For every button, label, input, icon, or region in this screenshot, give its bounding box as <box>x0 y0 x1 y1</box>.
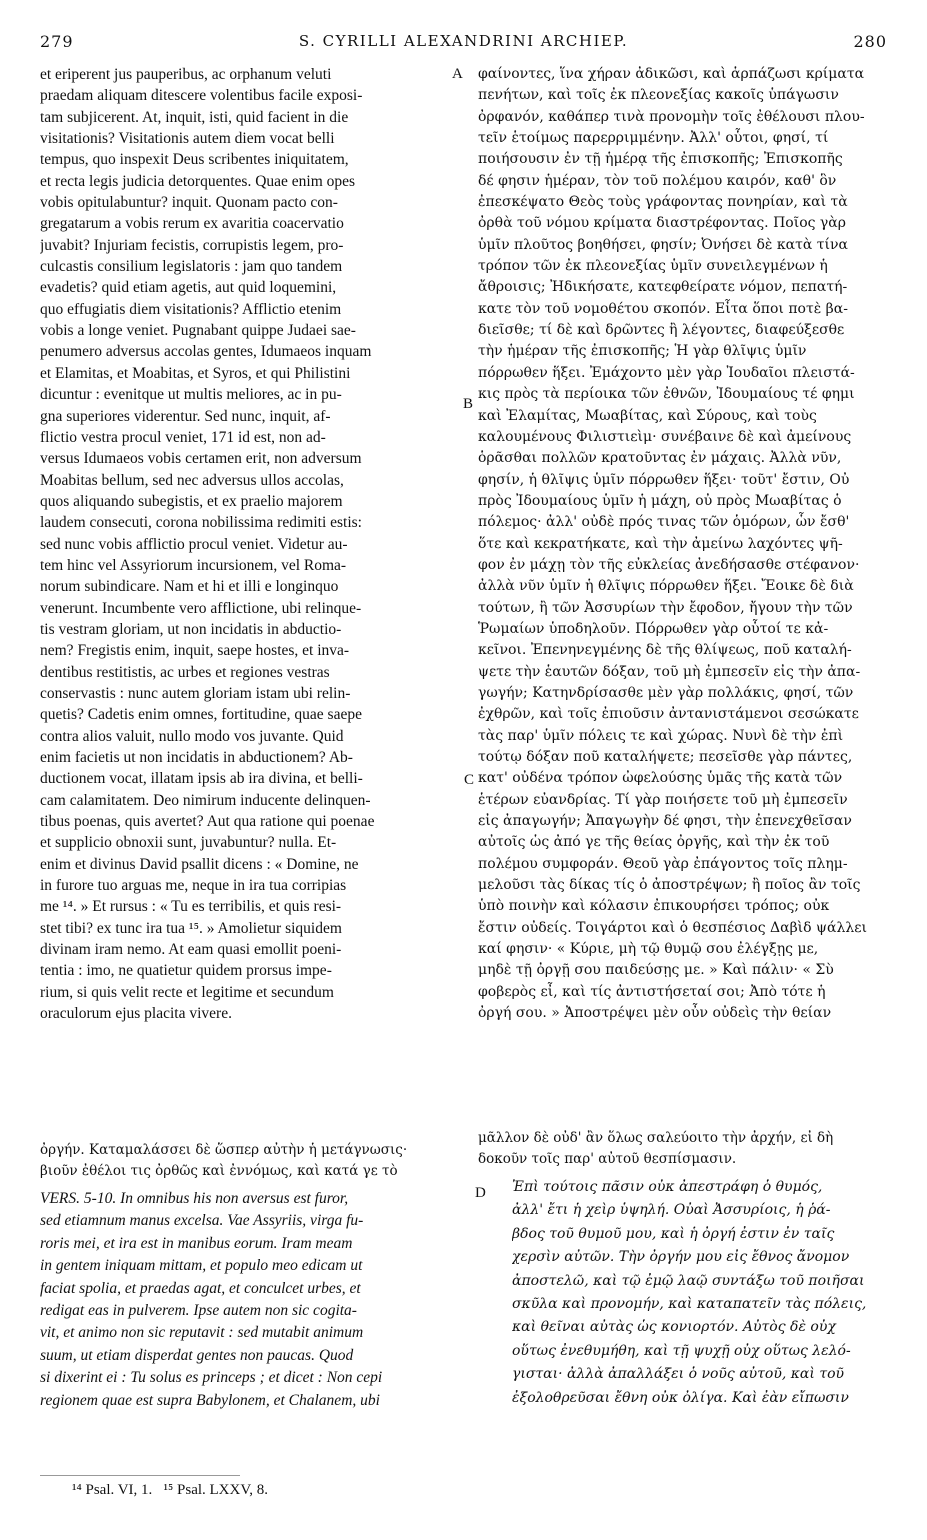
greek-continuation-left: ὀργήν. Καταμαλάσσει δὲ ὥσπερ αὐτὴν ἡ μετάγνωσις· βιοῦν ἐθέλοι τις ὀρθῶς καὶ ἐννόμως, καὶ κατά γε τὸ <box>40 1142 408 1179</box>
margin-marker-b: B <box>463 396 474 412</box>
latin-column-text: et eriperent jus pauperibus, ac orphanum veluti praedam aliquam ditescere volentibus facile exposi- tam subjicerent. At, inquit, isti, quid facient in die visitationis? Visitationis autem diem vocat belli tempus, quo inspexit Deus scribentes iniquitatem, et recta legis judicia detorquentes. Quae enim opes vobis opitulabuntur? inquit. Quonam pacto con- gregatarum a vobis rerum ex avaritia coacervatio juvabit? Injuriam fecistis, corrupistis legem, pro- culcastis consilium legislatoris : jam quo tandem evadetis? quid etiam agetis, aut quid loquemini, quo effugiatis diem visitationis? Afflictio etenim vobis a longe veniet. Pugnabant quippe Judaei sae- penumero adversus accolas gentes, Idumaeos inquam et Elamitas, et Moabitas, et Syros, et qui Philistini dicuntur : evenitque ut multis meliores, ac in pu- gna superiores viderentur. Sed nunc, inquit, af- flictio vestra procul veniet, 171 id est, non ad- versus Idumaeos vobis certamen erit, non adversum Moabitas bellum, sed nec adversus ullos accolas, quos aliquando subegistis, et ex praelio majorem laudem consecuti, corona nobilissima redimiti estis: sed nunc vobis afflictio procul veniet. Videtur au- tem hinc vel Assyriorum incursionem, vel Roma- norum subindicare. Nam et hi et illi e longinquo venerunt. Incumbente vero afflictione, ubi relinque- tis vestram gloriam, ut non incidatis in abductio- nem? Fregistis enim, inquit, saepe hostes, et inva- dentibus restitistis, ac urbes et regiones vestras conservastis : nunc autem gloriam istam ubi relin- quetis? Cadetis enim omnes, fortitudine, quae saepe contra alios valuit, nullo modo vos juvante. Quid enim facietis ut non incidatis in abductionem? Ab- ductionem vocat, illatam ipsis ab ira divina, et belli- cam calamitatem. Deo nimirum inducente delinquen- tibus poenas, quis avertet? Aut qua ratione qui poenae et supplicio obnoxii sunt, juvabuntur? nulla. Et- enim et divinus David psallit dicens : « Domine, ne in furore tuo arguas me, neque in ira tua corripias me ¹⁴. » Et rursus : « Tu es terribilis, et quis resi- stet tibi? ex tunc ira tua ¹⁵. » Amolietur siquidem divinam iram nemo. At eam quasi emollit poeni- tentia : imo, ne quatietur quidem prorsus impe- rium, si quis velit recte et legitime et secundum oraculorum ejus placita vivere. <box>40 66 375 1023</box>
greek-column-text: φαίνοντες, ἵνα χήραν ἀδικῶσι, καὶ ἁρπάζωσι κρίματα πενήτων, καὶ τοῖς ἐκ πλεονεξίας κακοῖς ὑπάγωσιν ὀρφανόν, καθάπερ τινὰ προνομὴν τοῖς ἐθέλουσι πλου- τεῖν ἑτοίμως παρερριμμένην. Ἀλλ' οὗτοι, φησί, τί ποιήσουσιν ἐν τῇ ἡμέρᾳ τῆς ἐπισκοπῆς; Ἐπισκοπῆς δέ φησιν ἡμέραν, τὸν τοῦ πολέμου καιρόν, καθ' ὃν ἐπεσκέψατο Θεὸς τοὺς γράφοντας πονηρίαν, καὶ τὰ ὀρθὰ τοῦ νόμου κρίματα διαστρέφοντας. Ποῖος γὰρ ὑμῖν πλοῦτος βοηθήσει, φησίν; Ὀνήσει δὲ κατὰ τίνα τρόπον τῶν ἐκ πλεονεξίας ὑμῖν συνειλεγμένων ἡ ἄθροισις; Ἠδικήσατε, κατεφθείρατε νόμον, πεπατή- κατε τὸν τοῦ νομοθέτου σκοπόν. Εἶτα ὅποι ποτὲ βα- διεῖσθε; τί δὲ καὶ δρῶντες ἢ λέγοντες, διαφεύξεσθε τὴν ἡμέραν τῆς ἐπισκοπῆς; Ἡ γὰρ θλῖψις ὑμῖν πόρρωθεν ἥξει. Ἐμάχοντο μὲν γὰρ Ἰουδαῖοι πλειστά- κις πρὸς τὰ περίοικα τῶν ἐθνῶν, Ἰδουμαίους τέ φημι καὶ Ἐλαμίτας, Μωαβίτας, καὶ Σύρους, καὶ τοὺς καλουμένους Φιλιστιεὶμ· συνέβαινε δὲ καὶ ἀμείνους ὁρᾶσθαι πολλῶν κρατοῦντας ἐν μάχαις. Ἀλλὰ νῦν, φησίν, ἡ θλῖψις ὑμῖν πόρρωθεν ἥξει· τοῦτ' ἔστιν, Οὐ πρὸς Ἰδουμαίους ὑμῖν ἡ μάχη, οὐ πρὸς Μωαβίτας ὁ πόλεμος· ἀλλ' οὐδὲ πρός τινας τῶν ὁμόρων, ὧν ἔσθ' ὅτε καὶ κεκρατήκατε, καὶ τὴν ἀμείνω λαχόντες ψῆ- φον ἐν μάχῃ τὸν τῆς εὐκλείας ἀνεδήσασθε στέφανον· ἀλλὰ νῦν ὑμῖν ἡ θλῖψις πόρρωθεν ἥξει. Ἔοικε δὲ διὰ τούτων, ἢ τῶν Ἀσσυρίων τὴν ἔφοδον, ἤγουν τὴν τῶν Ῥωμαίων ὑποδηλοῦν. Πόρρωθεν γὰρ οὗτοί τε κἀ- κεῖνοι. Ἐπενηνεγμένης δὲ τῆς θλίψεως, ποῦ καταλή- ψετε τὴν ἑαυτῶν δόξαν, τοῦ μὴ ἐμπεσεῖν εἰς τὴν ἀπα- γωγήν; Κατηνδρίσασθε μὲν γὰρ πολλάκις, φησί, τῶν ἐχθρῶν, καὶ τοῖς ἐπιοῦσιν ἀντανιστάμενοι σεσώκατε τὰς παρ' ὑμῖν πόλεις τε καὶ χώρας. Νυνὶ δὲ τὴν ἐπὶ τούτῳ δόξαν ποῦ καταλήψετε; πεσεῖσθε γὰρ πάντες, κατ' οὐδένα τρόπον ὠφελούσης ὑμᾶς τῆς κατὰ τῶν ἑτέρων εὐανδρίας. Τί γὰρ ποιήσετε τοῦ μὴ ἐμπεσεῖν εἰς ἀπαγωγήν; Ἀπαγωγὴν δέ φησι, τὴν ἐπενεχθεῖσαν αὐτοῖς ὡς ἀπό γε τῆς θείας ὀργῆς, καὶ τὴν ἐκ τοῦ πολέμου συμφοράν. Θεοῦ γὰρ ἐπάγοντος τοῖς πλημ- μελοῦσι τὰς δίκας τίς ὁ ἀποστρέψων; ἢ ποῖος ἂν τοῖς ὑπὸ ποινὴν καὶ κόλασιν ἐπικουρήσει τρόπος; οὐκ ἔστιν οὐδείς. Τοιγάρτοι καὶ ὁ θεσπέσιος Δαβὶδ ψάλλει καί φησιν· « Κύριε, μὴ τῷ θυμῷ σου ἐλέγξῃς με, μηδὲ τῇ ὀργῇ σου παιδεύσῃς με. » Καὶ πάλιν· « Σὺ φοβερὸς εἶ, καὶ τίς ἀντιστήσεταί σοι; Ἀπὸ τότε ἡ ὀργή σου. » Ἀποστρέψει μὲν οὖν οὐδεὶς τὴν θείαν <box>478 66 867 1022</box>
margin-marker-a: A <box>452 66 463 82</box>
footnote-rule <box>40 1475 240 1476</box>
verse-greek-text: Ἐπὶ τούτοις πᾶσιν οὐκ ἀπεστράφη ὁ θυμός, ἀλλ' ἔτι ἡ χεὶρ ὑψηλή. Οὐαὶ Ἀσσυρίοις, ἡ ῥά- βδος τοῦ θυμοῦ μου, καὶ ἡ ὀργή ἐστιν ἐν ταῖς χερσὶν αὐτῶν. Τὴν ὀργήν μου εἰς ἔθνος ἄνομον ἀποστελῶ, καὶ τῷ ἐμῷ λαῷ συντάξω τοῦ ποιῆσαι σκῦλα καὶ προνομήν, καὶ καταπατεῖν τὰς πόλεις, καὶ θεῖναι αὐτὰς ὡς κονιορτόν. Αὐτὸς δὲ οὐχ οὕτως ἐνεθυμήθη, καὶ τῇ ψυχῇ οὐχ οὕτως λελό- γισται· ἀλλὰ ἀπαλλάξει ὁ νοῦς αὐτοῦ, καὶ τοῦ ἐξολοθρεῦσαι ἔθνη οὐκ ὀλίγα. Καὶ ἐὰν εἴπωσιν <box>512 1179 867 1406</box>
footnotes: ¹⁴ Psal. VI, 1. ¹⁵ Psal. LXXV, 8. <box>72 1482 268 1498</box>
running-title: S. CYRILLI ALEXANDRINI ARCHIEP. <box>298 32 629 50</box>
page-number-right: 280 <box>853 32 887 51</box>
greek-continuation-right: μᾶλλον δὲ οὐδ' ἂν ὅλως σαλεύοιτο τὴν ἀρχήν, εἰ δὴ δοκοῦν τοῖς παρ' αὐτοῦ θεσπίσμασιν. <box>478 1130 834 1167</box>
page-number-left: 279 <box>40 32 74 51</box>
margin-marker-c: C <box>464 772 475 788</box>
verse-latin-text: VERS. 5-10. In omnibus his non aversus est furor, sed etiamnum manus excelsa. Vae Assyriis, virga fu- roris mei, et ira est in manibus eorum. Iram meam in gentem iniquam mittam, et populo meo edicam ut faciat spolia, et praedas agat, et conculcet urbes, et redigat eas in pulverem. Ipse autem non sic cogita- vit, et animo non sic reputavit : sed mutabit animum suum, ut etiam disperdat gentes non paucas. Quod si dixerint ei : Tu solus es princeps ; et dicet : Non cepi regionem quae est supra Babylonem, et Chalanem, ubi <box>40 1190 383 1409</box>
page-header <box>40 32 887 54</box>
margin-marker-d: D <box>475 1185 486 1201</box>
